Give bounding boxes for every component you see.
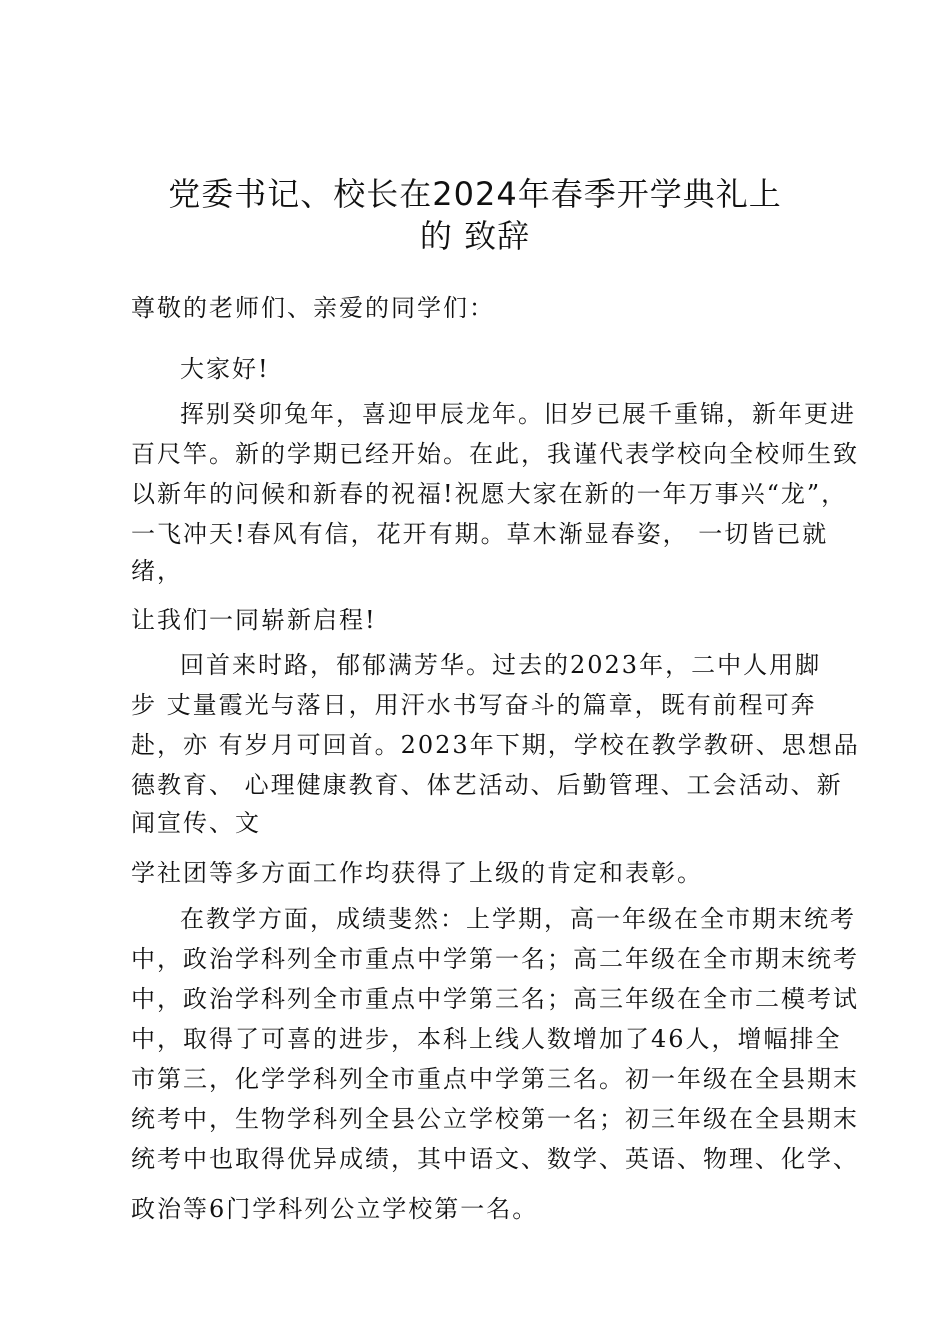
paragraph-line: 以新年的问候和新春的祝福!祝愿大家在新的一年万事兴“龙”， — [131, 480, 848, 508]
paragraph-line: 中，政治学科列全市重点中学第三名；高三年级在全市二模考试 — [131, 985, 859, 1013]
paragraph-line: 中，取得了可喜的进步，本科上线人数增加了46人，增幅排全 — [131, 1025, 842, 1053]
paragraph-line: 让我们一同崭新启程! — [131, 606, 377, 634]
paragraph-line: 德教育、 心理健康教育、体艺活动、后勤管理、工会活动、新 — [131, 771, 843, 799]
paragraph-line: 闻宣传、文 — [131, 809, 261, 837]
paragraph-line: 中，政治学科列全市重点中学第一名；高二年级在全市期末统考 — [131, 945, 859, 973]
paragraph-line: 市第三，化学学科列全市重点中学第三名。初一年级在全县期末 — [131, 1065, 859, 1093]
paragraph-line: 学社团等多方面工作均获得了上级的肯定和表彰。 — [131, 859, 703, 887]
document-title-line-1: 党委书记、校长在2024年春季开学典礼上 — [168, 175, 782, 213]
paragraph-line: 在教学方面，成绩斐然：上学期，高一年级在全市期末统考 — [180, 905, 856, 933]
paragraph-line: 统考中也取得优异成绩，其中语文、数学、英语、物理、化学、 — [131, 1145, 859, 1173]
paragraph-line: 步 丈量霞光与落日，用汗水书写奋斗的篇章，既有前程可奔 — [131, 691, 817, 719]
salutation: 尊敬的老师们、亲爱的同学们： — [131, 294, 495, 322]
paragraph-line: 回首来时路，郁郁满芳华。过去的2023年，二中人用脚 — [180, 651, 822, 679]
paragraph-line: 绪， — [131, 557, 183, 585]
paragraph-line: 政治等6门学科列公立学校第一名。 — [131, 1195, 539, 1223]
greeting: 大家好! — [180, 355, 270, 383]
paragraph-line: 挥别癸卯兔年，喜迎甲辰龙年。旧岁已展千重锦，新年更进 — [180, 400, 856, 428]
paragraph-line: 赴，亦 有岁月可回首。2023年下期，学校在教学教研、思想品 — [131, 731, 860, 759]
paragraph-line: 统考中，生物学科列全县公立学校第一名；初三年级在全县期末 — [131, 1105, 859, 1133]
paragraph-line: 一飞冲天!春风有信，花开有期。草木渐显春姿， 一切皆已就 — [131, 520, 829, 548]
paragraph-line: 百尺竿。新的学期已经开始。在此，我谨代表学校向全校师生致 — [131, 440, 859, 468]
document-title-line-2: 的 致辞 — [419, 217, 531, 255]
